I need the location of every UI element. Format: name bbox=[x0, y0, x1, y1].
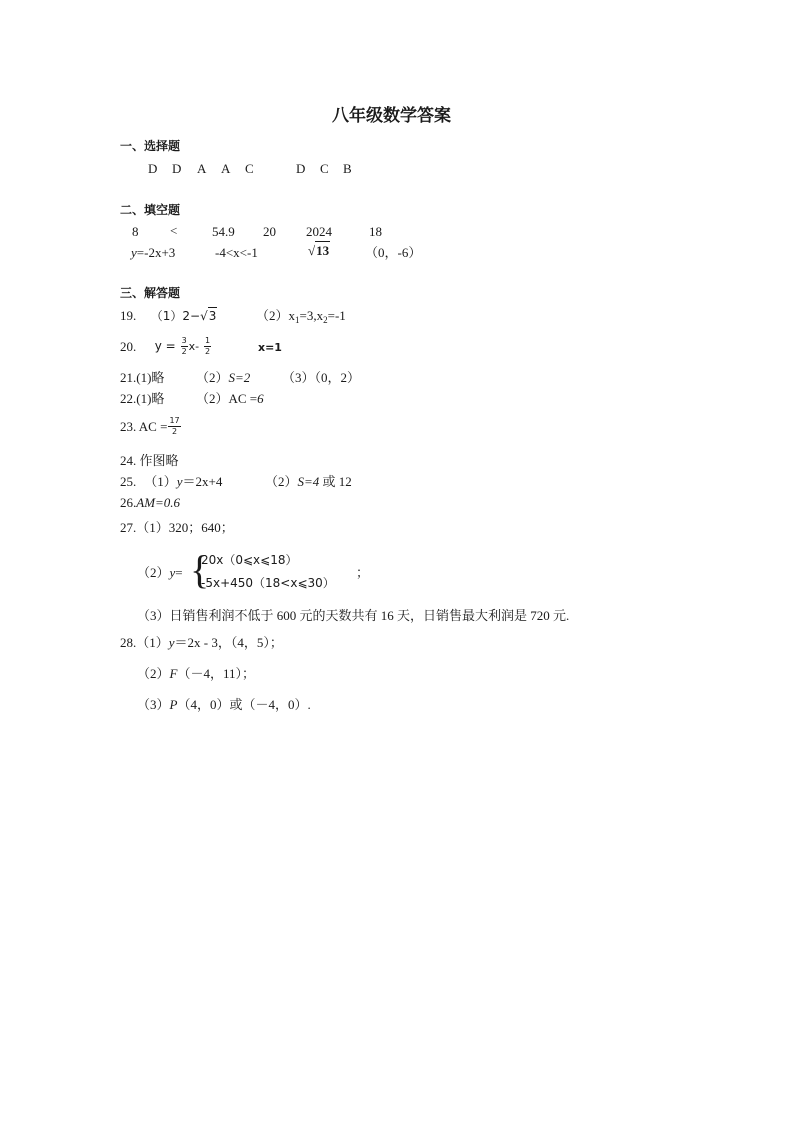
choice-answer: A bbox=[197, 161, 207, 176]
fraction bbox=[181, 337, 188, 356]
q22-part2 bbox=[196, 392, 264, 405]
q20-number: 20. bbox=[120, 339, 137, 354]
fill-answer-inequality: -4<x<-1 bbox=[215, 245, 258, 260]
q28-part3 bbox=[137, 698, 311, 711]
choice-answer: A bbox=[221, 161, 231, 176]
q22-part1: (1)略 bbox=[136, 391, 165, 406]
q19-part1-prefix: （1）2− bbox=[150, 309, 201, 323]
piecewise-case-2: -5x+450（18<x⩽30） bbox=[201, 576, 335, 590]
q26 bbox=[120, 496, 180, 509]
choice-answer: D bbox=[172, 161, 182, 176]
q23 bbox=[120, 417, 182, 436]
q21-part2-prefix: （2） bbox=[196, 370, 229, 385]
q21 bbox=[120, 371, 164, 384]
section-heading-solution: 三、解答题 bbox=[120, 286, 181, 300]
expr: =-2x+3 bbox=[136, 245, 176, 260]
q19-part2-prefix: （2）x bbox=[256, 308, 296, 323]
sub-1: 1 bbox=[295, 315, 300, 325]
fraction bbox=[204, 337, 211, 356]
q25-number: 25. bbox=[120, 474, 137, 489]
left-brace-icon: { bbox=[190, 547, 210, 592]
q19-part2-mid: =3,x bbox=[299, 308, 324, 323]
var-y: y bbox=[169, 565, 176, 580]
q28-part2 bbox=[137, 667, 255, 680]
q27-part2-prefix: （2） bbox=[137, 565, 170, 580]
q28-part3-expr: （4，0）或（－4，0）. bbox=[177, 697, 311, 712]
var-y: y bbox=[131, 245, 137, 260]
q20-x: x- bbox=[188, 340, 200, 353]
fill-answer: 18 bbox=[369, 224, 382, 239]
q21-part1: (1)略 bbox=[136, 370, 165, 385]
q22-number: 22. bbox=[120, 391, 137, 406]
q20-y: y = bbox=[154, 339, 176, 353]
q21-number: 21. bbox=[120, 370, 137, 385]
q21-part3: （3）（0，2） bbox=[282, 370, 361, 385]
fraction-num: 3 bbox=[181, 336, 187, 345]
fill-answer: 54.9 bbox=[212, 224, 235, 239]
fraction-den: 2 bbox=[181, 347, 187, 356]
q20 bbox=[120, 337, 212, 356]
q25-part2-prefix: （2） bbox=[265, 474, 298, 489]
q25-part1-expr: ＝2x+4 bbox=[182, 474, 223, 489]
q19-part1: （1）2−√3 bbox=[150, 309, 217, 323]
q25-part1-prefix: （1） bbox=[144, 474, 177, 489]
q27-part2 bbox=[137, 566, 183, 579]
q28-part1-prefix: 28.（1） bbox=[120, 635, 169, 650]
q20-answer: x=1 bbox=[258, 341, 282, 354]
fill-answer-point: （0，-6） bbox=[365, 245, 422, 260]
q28-part1-expr: ＝2x - 3，（4，5）； bbox=[174, 635, 283, 650]
fill-answer: 2024 bbox=[306, 224, 332, 239]
fill-answer-sqrt: √13 bbox=[308, 243, 330, 258]
q28-part2-expr: （－4，11）； bbox=[177, 666, 255, 681]
q19-part2 bbox=[256, 309, 346, 325]
q19-part2-end: =-1 bbox=[327, 308, 346, 323]
fill-answer-linear bbox=[131, 246, 175, 259]
q26-value: AM=0.6 bbox=[136, 495, 181, 510]
var-P: P bbox=[169, 697, 178, 712]
choice-answer: D bbox=[148, 161, 158, 176]
section-heading-choice: 一、选择题 bbox=[120, 139, 181, 153]
q25-part2-value: S=4 bbox=[297, 474, 320, 489]
q24: 24. 作图略 bbox=[120, 453, 179, 468]
fraction-num: 1 bbox=[204, 336, 211, 345]
radicand: 13 bbox=[316, 243, 330, 258]
fill-answer: 8 bbox=[132, 224, 139, 239]
q23-prefix: 23. AC = bbox=[120, 419, 168, 434]
q28-part1 bbox=[120, 636, 283, 649]
q21-part2 bbox=[196, 371, 250, 384]
piecewise-case-1: 20x（0⩽x⩽18） bbox=[201, 553, 298, 567]
sub-2: 2 bbox=[323, 315, 328, 325]
fraction-den: 2 bbox=[171, 427, 178, 436]
choice-answer: B bbox=[343, 161, 352, 176]
q25-part2 bbox=[265, 475, 352, 488]
choice-answer: C bbox=[320, 161, 329, 176]
q26-number: 26. bbox=[120, 495, 137, 510]
q22-part2-prefix: （2）AC = bbox=[196, 391, 258, 406]
equals: = bbox=[175, 565, 183, 580]
q28-part2-prefix: （2） bbox=[137, 666, 170, 681]
q25-part2-suffix: 或 12 bbox=[319, 474, 352, 489]
choice-answer: C bbox=[245, 161, 254, 176]
q27-part1: 27.（1）320；640； bbox=[120, 520, 234, 535]
q27-part2-end: ； bbox=[356, 565, 370, 580]
q20-expr bbox=[154, 336, 212, 356]
var-F: F bbox=[169, 666, 178, 681]
fraction bbox=[168, 417, 180, 436]
page-title: 八年级数学答案 bbox=[332, 106, 451, 126]
fill-answer: 20 bbox=[263, 224, 276, 239]
q19-number: 19. bbox=[120, 308, 137, 323]
q19 bbox=[120, 309, 217, 322]
fill-answer: < bbox=[170, 223, 178, 238]
section-heading-fill: 二、填空题 bbox=[120, 203, 181, 217]
choice-answer: D bbox=[296, 161, 306, 176]
q25 bbox=[120, 475, 222, 488]
q22-part2-value: 6 bbox=[257, 391, 264, 406]
fraction-den: 2 bbox=[204, 347, 211, 356]
q21-part2-value: S=2 bbox=[228, 370, 251, 385]
fraction-num: 17 bbox=[169, 416, 180, 425]
q27-part3: （3）日销售利润不低于 600 元的天数共有 16 天，日销售最大利润是 720 元. bbox=[137, 608, 570, 623]
q28-part3-prefix: （3） bbox=[137, 697, 170, 712]
q19-radicand: 3 bbox=[208, 309, 217, 323]
var-y: y bbox=[176, 474, 183, 489]
q22 bbox=[120, 392, 164, 405]
var-y: y bbox=[168, 635, 175, 650]
